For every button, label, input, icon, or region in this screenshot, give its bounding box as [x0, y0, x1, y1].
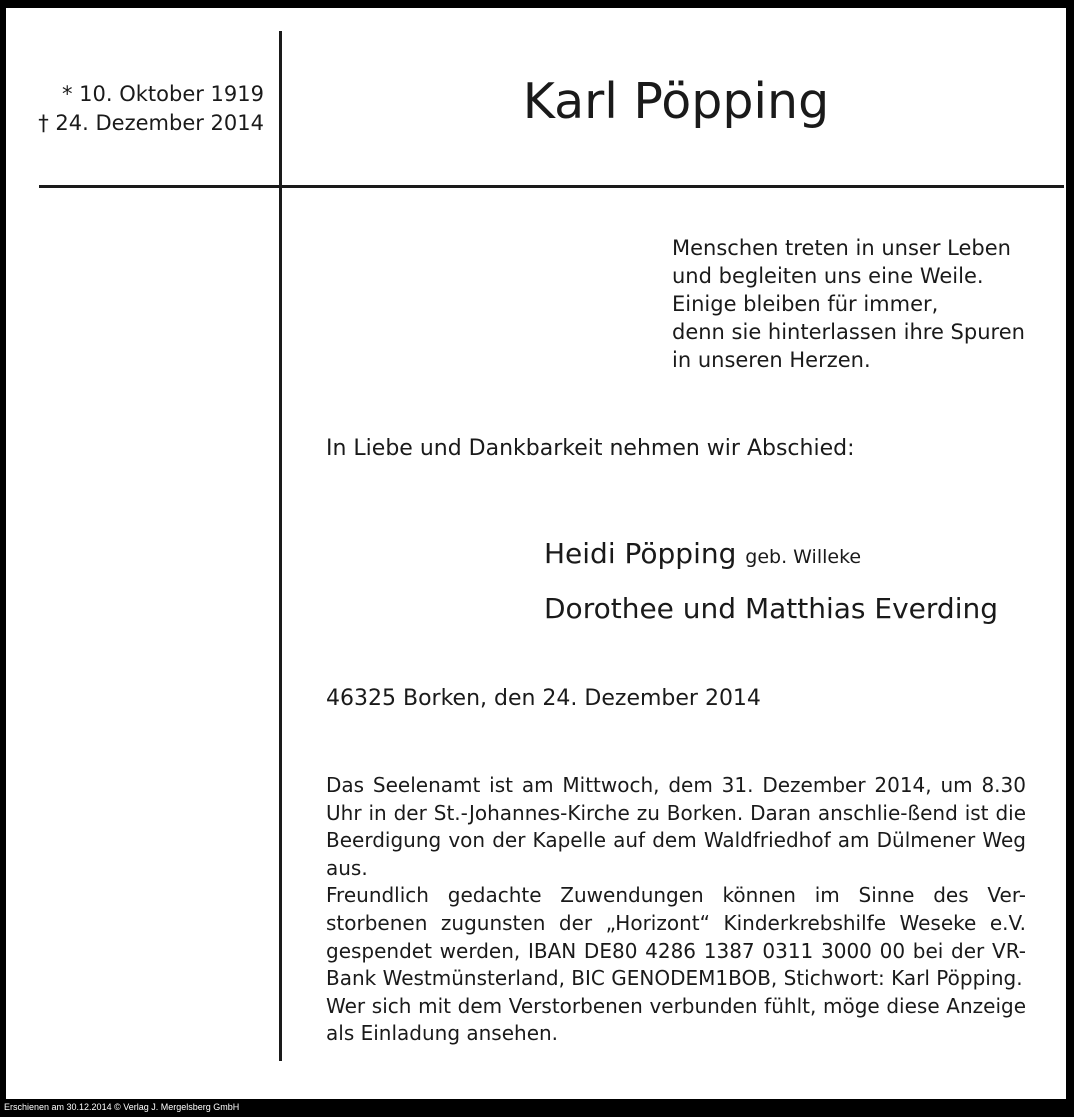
mourner-birth-name: geb. Willeke	[745, 546, 862, 568]
place-and-date: 46325 Borken, den 24. Dezember 2014	[326, 686, 761, 711]
poem-line: Einige bleiben für immer,	[672, 292, 939, 316]
mourners-list	[544, 528, 1064, 635]
birth-date: * 10. Oktober 1919	[61, 82, 264, 106]
poem	[672, 234, 1062, 374]
invitation-paragraph: Wer sich mit dem Verstorbenen verbunden fühlt, möge diese Anzeige als Einladung ansehen.	[326, 993, 1026, 1046]
poem-line: denn sie hinterlassen ihre Spuren	[672, 320, 1025, 344]
mourner-name: Heidi Pöpping	[544, 537, 737, 570]
deceased-name: Karl Pöpping	[522, 73, 830, 130]
funeral-details-paragraph: Das Seelenamt ist am Mittwoch, dem 31. Dezember 2014, um 8.30 Uhr in der St.-Johannes-Kirche zu Borken. Daran anschlie-ßend ist die Beerdigung von der Kapelle auf dem Waldfriedhof am Dülmener Weg aus.	[326, 773, 1026, 880]
poem-line: in unseren Herzen.	[672, 348, 871, 372]
obituary-notice	[6, 8, 1066, 1099]
funeral-details	[326, 772, 1026, 1048]
mourner-entry: Dorothee und Matthias Everding	[544, 592, 998, 625]
poem-line: Menschen treten in unser Leben	[672, 236, 1011, 260]
mourner-entry	[544, 528, 1064, 583]
donation-paragraph: Freundlich gedachte Zuwendungen können im Sinne des Ver-storbenen zugunsten der „Horizont“ Kinderkrebshilfe Weseke e.V. gespendet werden, IBAN DE80 4286 1387 0311 3000 00 bei der VR-Bank Westmünsterland, BIC GENODEM1BOB, Stichwort: Karl Pöpping.	[326, 883, 1026, 991]
life-dates	[26, 80, 264, 138]
publication-footer: Erschienen am 30.12.2014 © Verlag J. Mergelsberg GmbH	[4, 1102, 240, 1112]
poem-line: und begleiten uns eine Weile.	[672, 264, 984, 288]
farewell-intro: In Liebe und Dankbarkeit nehmen wir Abschied:	[326, 436, 855, 461]
death-date: † 24. Dezember 2014	[38, 111, 264, 135]
cross-horizontal-bar	[39, 185, 1064, 188]
